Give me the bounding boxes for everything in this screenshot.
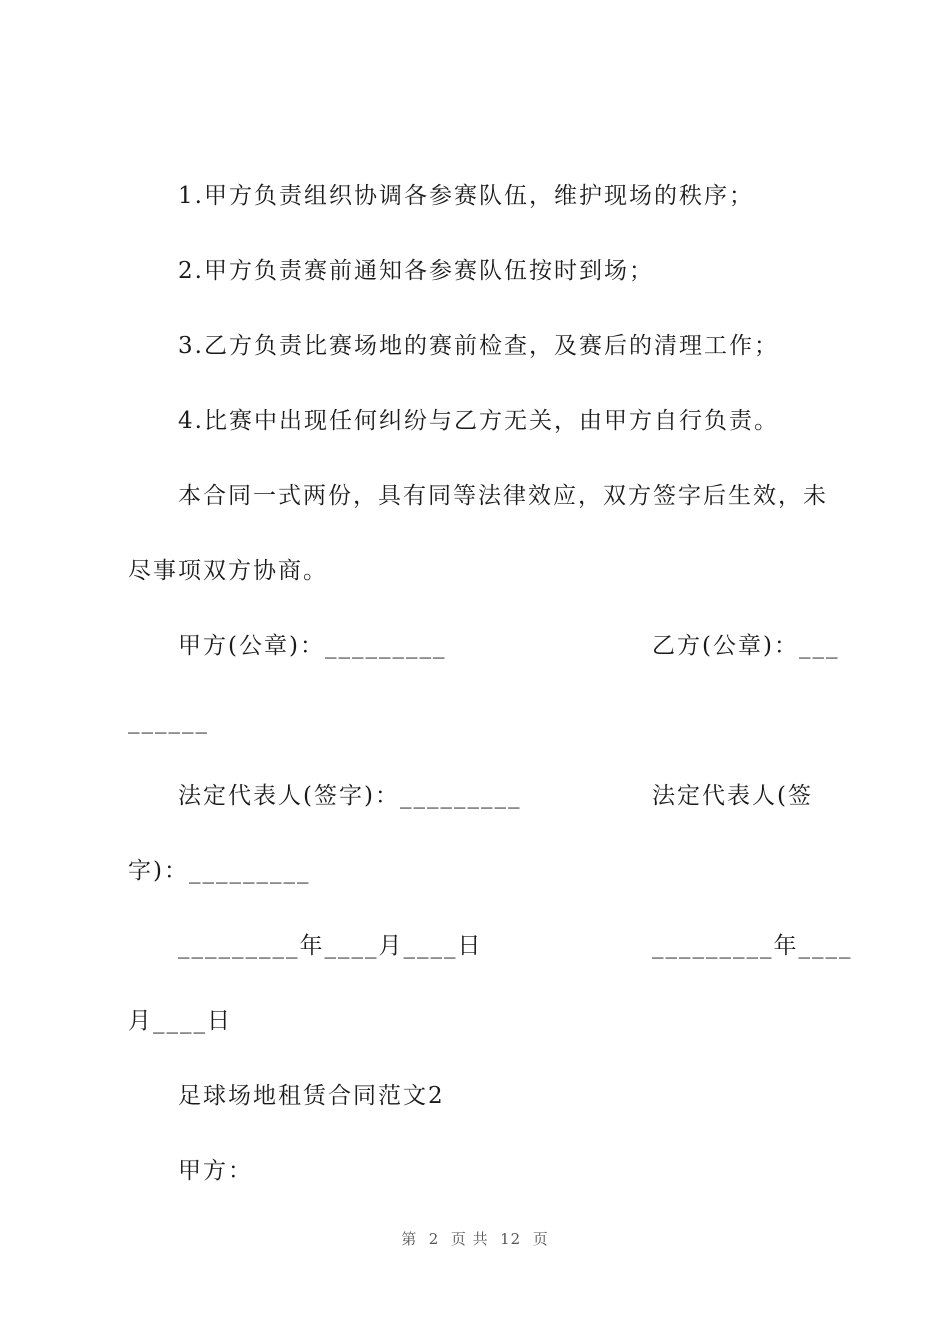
party-b-representative-field: 法定代表人(签: [652, 783, 813, 809]
party-b-date-field: _________年____: [652, 933, 853, 959]
party-a-label: 甲方：: [178, 1158, 253, 1184]
party-b-seal-field-continued: ______: [128, 708, 209, 734]
closing-statement-line-1: 本合同一式两份，具有同等法律效应，双方签字后生效，未: [178, 483, 828, 509]
party-b-seal-field: 乙方(公章)：___: [652, 633, 840, 659]
party-a-representative-field: 法定代表人(签字)：_________: [178, 783, 522, 809]
page-number-footer: 第 2 页 共 12 页: [401, 1230, 549, 1248]
section-title: 足球场地租赁合同范文2: [178, 1083, 445, 1109]
party-b-representative-field-continued: 字)：_________: [128, 858, 311, 884]
party-a-date-field: _________年____月____日: [178, 933, 483, 959]
party-b-date-field-continued: 月____日: [128, 1008, 232, 1034]
clause-4: 4.比赛中出现任何纠纷与乙方无关，由甲方自行负责。: [178, 408, 779, 434]
clause-1: 1.甲方负责组织协调各参赛队伍，维护现场的秩序；: [178, 183, 754, 209]
party-a-seal-field: 甲方(公章)：_________: [178, 633, 447, 659]
closing-statement-line-2: 尽事项双方协商。: [128, 558, 328, 584]
clause-3: 3.乙方负责比赛场地的赛前检查，及赛后的清理工作；: [178, 333, 779, 359]
clause-2: 2.甲方负责赛前通知各参赛队伍按时到场；: [178, 258, 654, 284]
